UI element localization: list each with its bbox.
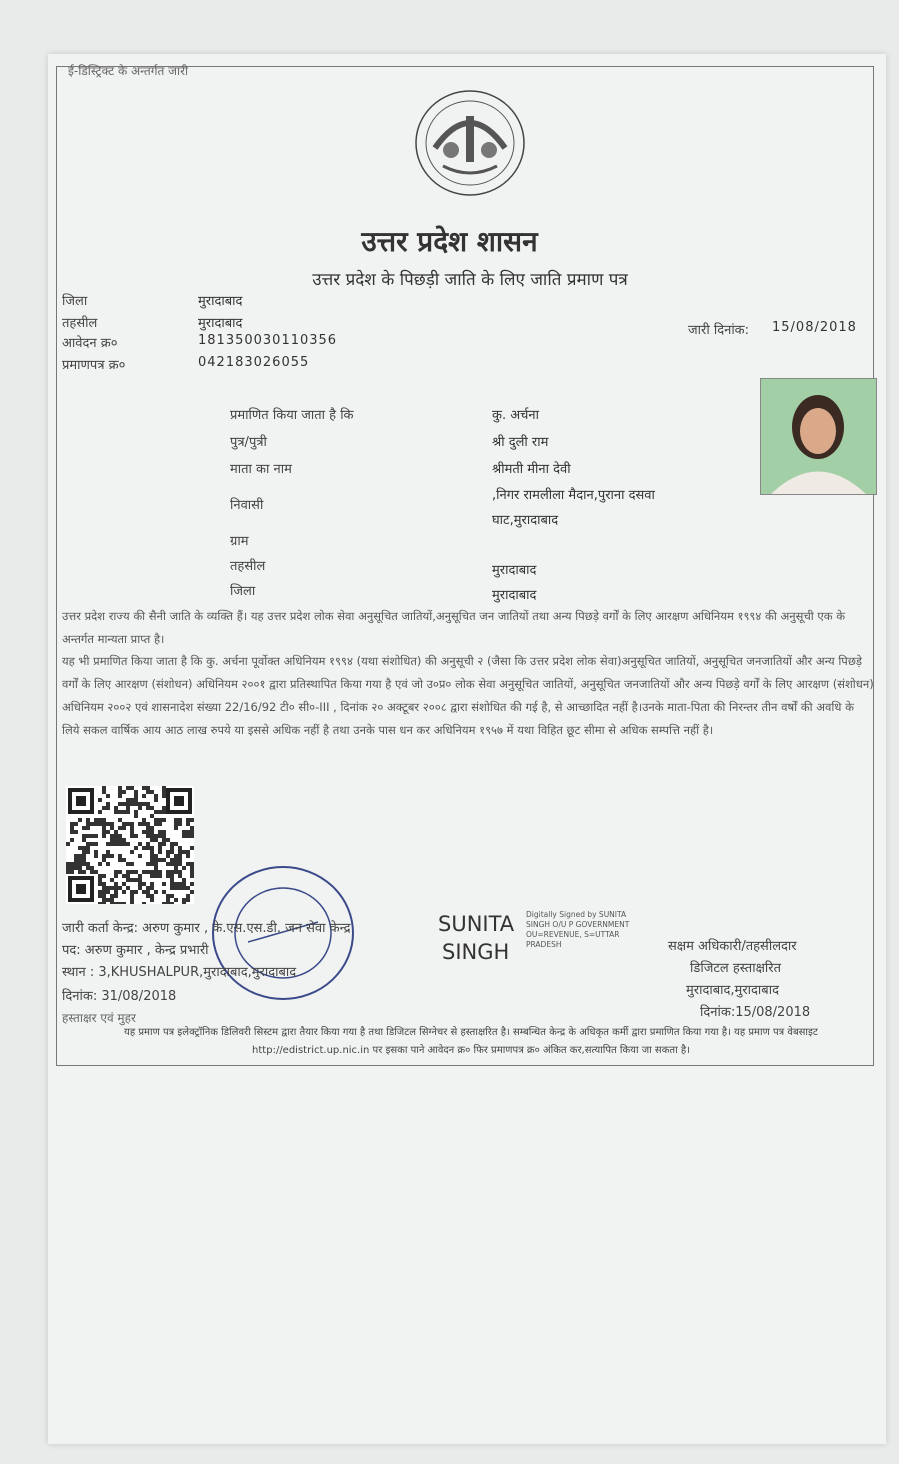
- detail-value-name: कु. अर्चना: [492, 408, 540, 423]
- issuer-place: स्थान : 3,KHUSHALPUR,मुरादाबाद,मुरादाबाद: [62, 965, 297, 980]
- issuer-center: जारी कर्ता केन्द्र: अरुण कुमार , के.एस.एस.डी. जन सेवा केन्द्र: [62, 921, 351, 936]
- detail-label-village: ग्राम: [230, 534, 249, 549]
- detail-value-address-line1: ,निगर रामलीला मैदान,पुराना दसवा: [492, 488, 655, 503]
- authority-line2: डिजिटल हस्ताक्षरित: [690, 961, 781, 976]
- detail-label-mother: माता का नाम: [230, 462, 292, 477]
- income-paragraph: यह भी प्रमाणित किया जाता है कि कु. अर्चना पूर्वोक्त अधिनियम १९९४ (यथा संशोधित) की अनुसूची २ (जैसा कि उत्तर प्रदेश लोक सेवा)अनुसूचित जातियों, अनुसूचित जनजातियों और अन्य पिछड़े वर्गों के लिए आरक्षण (संशोधन) अधिनियम २००१ द्वारा प्रतिस्थापित किया गया है एवं जो उ०प्र० लोक सेवा अनुसूचित जातियों, अनुसूचित जनजातियों और अन्य पिछड़े वर्गों के लिए आरक्षण (संशोधन) अधिनियम २००२ एवं शासनादेश संख्या 22/16/92 टी० सी०-III , दिनांक २० अक्टूबर २००८ द्वारा संशोधित की गई है, से आच्छादित नहीं है।उनके माता-पिता की निरन्तर तीन वर्षों की अवधि के लिये सकल वार्षिक आय आठ लाख रुपये या इससे अधिक नहीं है तथा उनके पास धन कर अधिनियम १९५७ में यथा विहित छूट सीमा से अधिक सम्पत्ति नहीं है।: [62, 654, 874, 737]
- detail-label-district: जिला: [230, 584, 256, 599]
- detail-value-tehsil: मुरादाबाद: [492, 563, 537, 578]
- issue-date-value: 15/08/2018: [772, 320, 857, 335]
- authority-line4: दिनांक:15/08/2018: [700, 1005, 811, 1020]
- issuer-post: पद: अरुण कुमार , केन्द्र प्रभारी: [62, 943, 209, 958]
- certificate-footer-note: यह प्रमाण पत्र इलेक्ट्रॉनिक डिलिवरी सिस्टम द्वारा तैयार किया गया है तथा डिजिटल सिग्नेचर से हस्ताक्षरित है। सम्बन्धित केन्द्र के अधिकृत कर्मी द्वारा प्रमाणित किया गया है। यह प्रमाण पत्र वेबसाइट http://edistrict.up.nic.in पर इसका पाने आवेदन क्र० फिर प्रमाणपत्र क्र० अंकित कर,सत्यापित किया जा सकता है।: [124, 1027, 818, 1056]
- certificate-subtitle: उत्तर प्रदेश के पिछड़ी जाति के लिए जाति प्रमाण पत्र: [312, 270, 628, 290]
- issuer-sign-label: हस्ताक्षर एवं मुहर: [62, 1011, 136, 1025]
- qr-code: [66, 786, 194, 904]
- digital-signature-note: Digitally Signed by SUNITA SINGH O/U P GOVERNMENT OU=REVENUE, S=UTTAR PRADESH: [526, 910, 630, 949]
- detail-label-certified: प्रमाणित किया जाता है कि: [230, 408, 354, 423]
- field-value-certificate-no: 042183026055: [198, 355, 310, 370]
- field-label-application-no: आवेदन क्र०: [62, 336, 118, 351]
- digital-signature-name-line2: SINGH: [442, 940, 510, 964]
- detail-label-parent: पुत्र/पुत्री: [230, 435, 267, 450]
- detail-label-residence: निवासी: [230, 498, 264, 513]
- applicant-photo: [760, 378, 877, 495]
- certificate-title: उत्तर प्रदेश शासन: [361, 225, 538, 258]
- up-emblem-icon: [413, 88, 527, 198]
- field-label-district: जिला: [62, 294, 88, 309]
- field-label-tehsil: तहसील: [62, 316, 98, 331]
- detail-value-district: मुरादाबाद: [492, 588, 537, 603]
- authority-line3: मुरादाबाद,मुरादाबाद: [686, 983, 779, 998]
- issue-date-label: जारी दिनांक:: [688, 323, 750, 338]
- detail-label-tehsil: तहसील: [230, 559, 266, 574]
- detail-value-address-line2: घाट,मुरादाबाद: [492, 513, 559, 528]
- detail-value-mother: श्रीमती मीना देवी: [492, 462, 571, 477]
- field-value-tehsil: मुरादाबाद: [198, 316, 243, 331]
- authority-line1: सक्षम अधिकारी/तहसीलदार: [668, 939, 797, 954]
- field-label-certificate-no: प्रमाणपत्र क्र०: [62, 358, 126, 373]
- digital-signature-name-line1: SUNITA: [438, 912, 515, 936]
- caste-paragraph: उत्तर प्रदेश राज्य की सैनी जाति के व्यक्ति हैं। यह उत्तर प्रदेश लोक सेवा अनुसूचित जातियों,अनुसूचित जन जातियों तथा अन्य पिछड़े वर्गों के लिए आरक्षण अधिनियम १९९४ की अनुसूची एक के अन्तर्गत मान्यता प्राप्त है।: [62, 609, 846, 646]
- field-value-district: मुरादाबाद: [198, 294, 243, 309]
- detail-value-father: श्री दुली राम: [492, 435, 549, 450]
- field-value-application-no: 181350030110356: [198, 333, 338, 348]
- issuer-date: दिनांक: 31/08/2018: [62, 989, 177, 1004]
- header-note: ई-डिस्ट्रिक्ट के अन्तर्गत जारी: [68, 64, 189, 78]
